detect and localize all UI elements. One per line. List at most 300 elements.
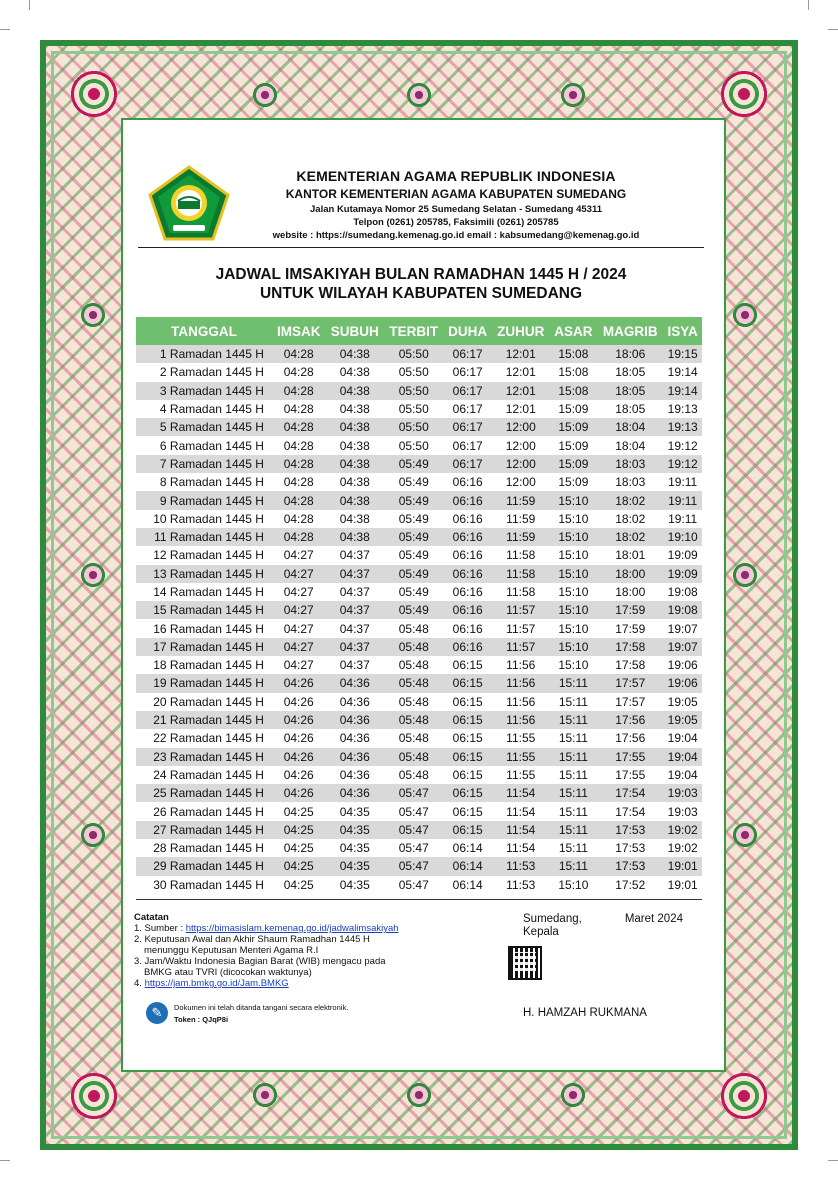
time-cell-magrib: 18:04	[597, 418, 663, 436]
note-2a: 2. Keputusan Awal dan Akhir Shaum Ramadhan 1445 H	[134, 934, 370, 945]
time-cell-asar: 15:10	[550, 638, 598, 656]
time-cell-duha: 06:17	[443, 400, 491, 418]
time-cell-asar: 15:09	[550, 400, 598, 418]
time-cell-asar: 15:11	[550, 839, 598, 857]
table-row	[136, 473, 702, 491]
table-row	[136, 784, 702, 802]
time-cell-terbit: 05:48	[384, 729, 443, 747]
time-cell-zuhur: 11:59	[492, 491, 550, 509]
time-cell-terbit: 05:50	[384, 363, 443, 381]
time-cell-magrib: 17:53	[597, 839, 663, 857]
flower-ornament	[730, 300, 760, 330]
time-cell-duha: 06:15	[443, 729, 491, 747]
time-cell-imsak: 04:25	[272, 839, 325, 857]
time-cell-imsak: 04:27	[272, 546, 325, 564]
time-cell-imsak: 04:26	[272, 766, 325, 784]
time-cell-zuhur: 11:56	[492, 656, 550, 674]
esign-note	[146, 1002, 348, 1026]
time-cell-subuh: 04:38	[325, 473, 384, 491]
time-cell-duha: 06:16	[443, 546, 491, 564]
bmkg-link[interactable]: https://jam.bmkg.go.id/Jam.BMKG	[144, 978, 289, 989]
crop-mark	[808, 0, 818, 10]
date-cell: 26 Ramadan 1445 H	[136, 802, 272, 820]
time-cell-subuh: 04:37	[325, 638, 384, 656]
time-cell-imsak: 04:28	[272, 491, 325, 509]
time-cell-isya: 19:08	[663, 583, 702, 601]
time-cell-magrib: 17:52	[597, 876, 663, 894]
table-row	[136, 729, 702, 747]
time-cell-zuhur: 11:56	[492, 674, 550, 692]
time-cell-magrib: 17:53	[597, 857, 663, 875]
document-title	[138, 265, 704, 303]
time-cell-imsak: 04:28	[272, 345, 325, 363]
table-row	[136, 382, 702, 400]
time-cell-zuhur: 11:58	[492, 583, 550, 601]
table-header-row	[136, 317, 702, 345]
time-cell-asar: 15:11	[550, 748, 598, 766]
time-cell-subuh: 04:38	[325, 455, 384, 473]
column-header-imsak: IMSAK	[272, 317, 325, 345]
time-cell-duha: 06:15	[443, 784, 491, 802]
date-cell: 17 Ramadan 1445 H	[136, 638, 272, 656]
time-cell-imsak: 04:25	[272, 821, 325, 839]
time-cell-isya: 19:11	[663, 510, 702, 528]
title-line-1: JADWAL IMSAKIYAH BULAN RAMADHAN 1445 H / 2024	[215, 266, 627, 283]
time-cell-subuh: 04:36	[325, 748, 384, 766]
time-cell-imsak: 04:27	[272, 638, 325, 656]
time-cell-isya: 19:06	[663, 674, 702, 692]
time-cell-terbit: 05:48	[384, 619, 443, 637]
table-row	[136, 857, 702, 875]
time-cell-imsak: 04:27	[272, 619, 325, 637]
time-cell-terbit: 05:49	[384, 565, 443, 583]
time-cell-imsak: 04:28	[272, 363, 325, 381]
crop-mark	[0, 20, 10, 30]
date-cell: 8 Ramadan 1445 H	[136, 473, 272, 491]
column-header-asar: ASAR	[550, 317, 598, 345]
time-cell-isya: 19:08	[663, 601, 702, 619]
esign-text-block	[174, 1002, 348, 1026]
table-row	[136, 693, 702, 711]
date-cell: 4 Ramadan 1445 H	[136, 400, 272, 418]
time-cell-magrib: 18:03	[597, 473, 663, 491]
time-cell-duha: 06:16	[443, 528, 491, 546]
column-header-isya: ISYA	[663, 317, 702, 345]
time-cell-zuhur: 11:58	[492, 565, 550, 583]
time-cell-zuhur: 11:55	[492, 766, 550, 784]
flower-ornament	[558, 80, 588, 110]
time-cell-subuh: 04:38	[325, 510, 384, 528]
date-cell: 6 Ramadan 1445 H	[136, 436, 272, 454]
time-cell-subuh: 04:36	[325, 729, 384, 747]
note-4-prefix: 4.	[134, 978, 145, 989]
table-row	[136, 619, 702, 637]
time-cell-magrib: 17:55	[597, 766, 663, 784]
time-cell-terbit: 05:50	[384, 345, 443, 363]
time-cell-magrib: 17:57	[597, 693, 663, 711]
time-cell-zuhur: 12:00	[492, 473, 550, 491]
date-cell: 9 Ramadan 1445 H	[136, 491, 272, 509]
time-cell-magrib: 18:00	[597, 565, 663, 583]
time-cell-imsak: 04:25	[272, 802, 325, 820]
date-cell: 29 Ramadan 1445 H	[136, 857, 272, 875]
office-address: Jalan Kutamaya Nomor 25 Sumedang Selatan - Sumedang 45311	[310, 204, 602, 215]
table-row	[136, 876, 702, 894]
time-cell-duha: 06:17	[443, 345, 491, 363]
time-cell-magrib: 18:04	[597, 436, 663, 454]
time-cell-duha: 06:16	[443, 638, 491, 656]
date-cell: 18 Ramadan 1445 H	[136, 656, 272, 674]
time-cell-imsak: 04:28	[272, 510, 325, 528]
time-cell-zuhur: 11:59	[492, 510, 550, 528]
time-cell-zuhur: 12:01	[492, 382, 550, 400]
table-row	[136, 546, 702, 564]
time-cell-isya: 19:04	[663, 766, 702, 784]
time-cell-imsak: 04:27	[272, 601, 325, 619]
time-cell-zuhur: 11:54	[492, 821, 550, 839]
time-cell-asar: 15:11	[550, 674, 598, 692]
column-header-terbit: TERBIT	[384, 317, 443, 345]
esign-token: Token : QJqP8i	[174, 1015, 229, 1024]
time-cell-imsak: 04:26	[272, 693, 325, 711]
time-cell-magrib: 18:02	[597, 528, 663, 546]
time-cell-zuhur: 11:58	[492, 546, 550, 564]
time-cell-terbit: 05:48	[384, 674, 443, 692]
time-cell-asar: 15:10	[550, 546, 598, 564]
time-cell-asar: 15:11	[550, 711, 598, 729]
time-cell-zuhur: 12:01	[492, 363, 550, 381]
header-divider	[138, 247, 704, 248]
time-cell-isya: 19:14	[663, 382, 702, 400]
date-cell: 15 Ramadan 1445 H	[136, 601, 272, 619]
crop-mark	[828, 1160, 838, 1170]
date-cell: 3 Ramadan 1445 H	[136, 382, 272, 400]
time-cell-isya: 19:01	[663, 876, 702, 894]
table-row	[136, 345, 702, 363]
flower-ornament	[78, 300, 108, 330]
notes-title: Catatan	[134, 912, 169, 923]
table-body	[136, 345, 702, 894]
date-cell: 24 Ramadan 1445 H	[136, 766, 272, 784]
date-cell: 16 Ramadan 1445 H	[136, 619, 272, 637]
date-cell: 13 Ramadan 1445 H	[136, 565, 272, 583]
time-cell-asar: 15:09	[550, 418, 598, 436]
time-cell-asar: 15:09	[550, 436, 598, 454]
time-cell-duha: 06:16	[443, 619, 491, 637]
time-cell-subuh: 04:38	[325, 363, 384, 381]
time-cell-magrib: 18:02	[597, 491, 663, 509]
time-cell-magrib: 18:03	[597, 455, 663, 473]
time-cell-duha: 06:14	[443, 857, 491, 875]
note-3b: BMKG atau TVRI (dicocokan waktunya)	[144, 967, 312, 978]
time-cell-subuh: 04:35	[325, 857, 384, 875]
time-cell-asar: 15:11	[550, 784, 598, 802]
date-cell: 19 Ramadan 1445 H	[136, 674, 272, 692]
flower-ornament	[404, 1080, 434, 1110]
table-row	[136, 821, 702, 839]
time-cell-zuhur: 11:54	[492, 784, 550, 802]
time-cell-magrib: 17:55	[597, 748, 663, 766]
time-cell-subuh: 04:37	[325, 546, 384, 564]
time-cell-duha: 06:16	[443, 491, 491, 509]
time-cell-isya: 19:02	[663, 821, 702, 839]
note-1-prefix: 1. Sumber :	[134, 923, 186, 934]
time-cell-duha: 06:15	[443, 711, 491, 729]
time-cell-duha: 06:16	[443, 601, 491, 619]
time-cell-asar: 15:10	[550, 565, 598, 583]
time-cell-duha: 06:15	[443, 766, 491, 784]
signature-block	[523, 913, 683, 939]
time-cell-subuh: 04:38	[325, 400, 384, 418]
table-row	[136, 802, 702, 820]
time-cell-subuh: 04:35	[325, 876, 384, 894]
table-bottom-rule	[136, 899, 702, 900]
time-cell-magrib: 17:56	[597, 729, 663, 747]
qr-code-icon	[508, 946, 542, 980]
time-cell-duha: 06:14	[443, 876, 491, 894]
table-row	[136, 455, 702, 473]
date-cell: 12 Ramadan 1445 H	[136, 546, 272, 564]
table-row	[136, 363, 702, 381]
date-cell: 23 Ramadan 1445 H	[136, 748, 272, 766]
table-row	[136, 601, 702, 619]
time-cell-subuh: 04:37	[325, 565, 384, 583]
source-link[interactable]: https://bimasislam.kemenag.go.id/jadwalimsakiyah	[185, 923, 399, 934]
time-cell-terbit: 05:50	[384, 400, 443, 418]
time-cell-terbit: 05:49	[384, 546, 443, 564]
time-cell-duha: 06:15	[443, 821, 491, 839]
time-cell-imsak: 04:25	[272, 857, 325, 875]
time-cell-duha: 06:16	[443, 583, 491, 601]
time-cell-terbit: 05:47	[384, 802, 443, 820]
time-cell-asar: 15:10	[550, 510, 598, 528]
table-row	[136, 748, 702, 766]
office-name: KANTOR KEMENTERIAN AGAMA KABUPATEN SUMEDANG	[285, 187, 627, 201]
time-cell-asar: 15:11	[550, 693, 598, 711]
column-header-tanggal: TANGGAL	[136, 317, 272, 345]
time-cell-magrib: 18:01	[597, 546, 663, 564]
time-cell-terbit: 05:50	[384, 436, 443, 454]
time-cell-duha: 06:15	[443, 693, 491, 711]
time-cell-isya: 19:03	[663, 784, 702, 802]
note-4	[134, 978, 434, 989]
time-cell-duha: 06:17	[443, 363, 491, 381]
signer-name: H. HAMZAH RUKMANA	[523, 1007, 647, 1019]
time-cell-zuhur: 11:53	[492, 857, 550, 875]
time-cell-isya: 19:06	[663, 656, 702, 674]
time-cell-duha: 06:17	[443, 418, 491, 436]
ministry-name: KEMENTERIAN AGAMA REPUBLIK INDONESIA	[296, 168, 616, 184]
time-cell-asar: 15:10	[550, 583, 598, 601]
time-cell-isya: 19:11	[663, 473, 702, 491]
flower-ornament	[250, 80, 280, 110]
time-cell-subuh: 04:38	[325, 418, 384, 436]
time-cell-imsak: 04:27	[272, 656, 325, 674]
time-cell-duha: 06:15	[443, 748, 491, 766]
time-cell-duha: 06:15	[443, 674, 491, 692]
crop-mark	[20, 0, 30, 10]
corner-ornament-bottom-left	[66, 1068, 122, 1124]
flower-ornament	[78, 560, 108, 590]
time-cell-imsak: 04:26	[272, 729, 325, 747]
notes-section	[134, 912, 434, 989]
table-row	[136, 400, 702, 418]
date-cell: 11 Ramadan 1445 H	[136, 528, 272, 546]
time-cell-magrib: 17:56	[597, 711, 663, 729]
table-row	[136, 656, 702, 674]
corner-ornament-top-right	[716, 66, 772, 122]
column-header-subuh: SUBUH	[325, 317, 384, 345]
time-cell-asar: 15:10	[550, 876, 598, 894]
table-row	[136, 491, 702, 509]
time-cell-isya: 19:15	[663, 345, 702, 363]
time-cell-terbit: 05:49	[384, 473, 443, 491]
time-cell-asar: 15:08	[550, 363, 598, 381]
flower-ornament	[558, 1080, 588, 1110]
time-cell-subuh: 04:38	[325, 345, 384, 363]
table-row	[136, 638, 702, 656]
date-cell: 30 Ramadan 1445 H	[136, 876, 272, 894]
time-cell-subuh: 04:35	[325, 839, 384, 857]
time-cell-imsak: 04:26	[272, 784, 325, 802]
time-cell-imsak: 04:28	[272, 455, 325, 473]
corner-ornament-top-left	[66, 66, 122, 122]
time-cell-terbit: 05:49	[384, 583, 443, 601]
time-cell-magrib: 17:58	[597, 656, 663, 674]
table-row	[136, 418, 702, 436]
time-cell-magrib: 17:58	[597, 638, 663, 656]
time-cell-subuh: 04:38	[325, 436, 384, 454]
time-cell-magrib: 18:05	[597, 382, 663, 400]
time-cell-subuh: 04:36	[325, 766, 384, 784]
note-3a: 3. Jam/Waktu Indonesia Bagian Barat (WIB) mengacu pada	[134, 956, 386, 967]
time-cell-terbit: 05:48	[384, 693, 443, 711]
time-cell-subuh: 04:36	[325, 711, 384, 729]
table-row	[136, 766, 702, 784]
time-cell-duha: 06:15	[443, 656, 491, 674]
date-cell: 27 Ramadan 1445 H	[136, 821, 272, 839]
time-cell-imsak: 04:28	[272, 528, 325, 546]
flower-ornament	[250, 1080, 280, 1110]
time-cell-asar: 15:08	[550, 345, 598, 363]
time-cell-zuhur: 11:54	[492, 839, 550, 857]
date-cell: 20 Ramadan 1445 H	[136, 693, 272, 711]
time-cell-duha: 06:16	[443, 473, 491, 491]
time-cell-zuhur: 11:56	[492, 711, 550, 729]
flower-ornament	[78, 820, 108, 850]
flower-ornament	[730, 820, 760, 850]
column-header-magrib: MAGRIB	[597, 317, 663, 345]
time-cell-terbit: 05:49	[384, 491, 443, 509]
time-cell-magrib: 18:06	[597, 345, 663, 363]
time-cell-zuhur: 11:55	[492, 729, 550, 747]
time-cell-isya: 19:04	[663, 748, 702, 766]
time-cell-asar: 15:08	[550, 382, 598, 400]
time-cell-asar: 15:10	[550, 601, 598, 619]
time-cell-asar: 15:09	[550, 473, 598, 491]
column-header-zuhur: ZUHUR	[492, 317, 550, 345]
sign-date: Maret 2024	[624, 913, 683, 925]
date-cell: 21 Ramadan 1445 H	[136, 711, 272, 729]
time-cell-terbit: 05:50	[384, 382, 443, 400]
time-cell-asar: 15:11	[550, 766, 598, 784]
time-cell-subuh: 04:35	[325, 802, 384, 820]
note-2b: menunggu Keputusan Menteri Agama R.I	[144, 945, 319, 956]
time-cell-terbit: 05:47	[384, 876, 443, 894]
date-cell: 14 Ramadan 1445 H	[136, 583, 272, 601]
time-cell-subuh: 04:36	[325, 784, 384, 802]
time-cell-terbit: 05:48	[384, 638, 443, 656]
time-cell-subuh: 04:37	[325, 601, 384, 619]
time-cell-isya: 19:11	[663, 491, 702, 509]
sign-role: Kepala	[523, 926, 559, 938]
time-cell-zuhur: 11:57	[492, 638, 550, 656]
table-row	[136, 436, 702, 454]
table-row	[136, 528, 702, 546]
column-header-duha: DUHA	[443, 317, 491, 345]
date-cell: 28 Ramadan 1445 H	[136, 839, 272, 857]
time-cell-duha: 06:16	[443, 565, 491, 583]
table-row	[136, 839, 702, 857]
date-cell: 10 Ramadan 1445 H	[136, 510, 272, 528]
date-cell: 5 Ramadan 1445 H	[136, 418, 272, 436]
time-cell-magrib: 18:00	[597, 583, 663, 601]
time-cell-isya: 19:03	[663, 802, 702, 820]
time-cell-imsak: 04:28	[272, 418, 325, 436]
time-cell-asar: 15:11	[550, 802, 598, 820]
time-cell-subuh: 04:37	[325, 656, 384, 674]
time-cell-duha: 06:16	[443, 510, 491, 528]
time-cell-zuhur: 11:59	[492, 528, 550, 546]
time-cell-isya: 19:07	[663, 638, 702, 656]
date-cell: 1 Ramadan 1445 H	[136, 345, 272, 363]
time-cell-zuhur: 12:01	[492, 400, 550, 418]
time-cell-isya: 19:13	[663, 400, 702, 418]
time-cell-terbit: 05:49	[384, 528, 443, 546]
time-cell-isya: 19:09	[663, 565, 702, 583]
time-cell-imsak: 04:28	[272, 382, 325, 400]
time-cell-subuh: 04:35	[325, 821, 384, 839]
time-cell-subuh: 04:37	[325, 583, 384, 601]
time-cell-magrib: 18:05	[597, 400, 663, 418]
time-cell-terbit: 05:47	[384, 821, 443, 839]
time-cell-duha: 06:17	[443, 436, 491, 454]
time-cell-zuhur: 11:55	[492, 748, 550, 766]
time-cell-terbit: 05:47	[384, 839, 443, 857]
time-cell-zuhur: 11:54	[492, 802, 550, 820]
time-cell-isya: 19:12	[663, 436, 702, 454]
time-cell-isya: 19:09	[663, 546, 702, 564]
table-row	[136, 583, 702, 601]
time-cell-magrib: 17:53	[597, 821, 663, 839]
time-cell-isya: 19:05	[663, 711, 702, 729]
time-cell-imsak: 04:26	[272, 711, 325, 729]
crop-mark	[0, 1160, 10, 1170]
time-cell-duha: 06:17	[443, 455, 491, 473]
time-cell-subuh: 04:38	[325, 491, 384, 509]
time-cell-terbit: 05:47	[384, 784, 443, 802]
date-cell: 25 Ramadan 1445 H	[136, 784, 272, 802]
time-cell-asar: 15:11	[550, 821, 598, 839]
time-cell-imsak: 04:27	[272, 583, 325, 601]
time-cell-magrib: 17:59	[597, 619, 663, 637]
letterhead	[236, 168, 676, 241]
table-row	[136, 510, 702, 528]
time-cell-terbit: 05:48	[384, 711, 443, 729]
esign-pen-icon: ✎	[146, 1002, 168, 1024]
time-cell-magrib: 18:05	[597, 363, 663, 381]
time-cell-subuh: 04:36	[325, 674, 384, 692]
